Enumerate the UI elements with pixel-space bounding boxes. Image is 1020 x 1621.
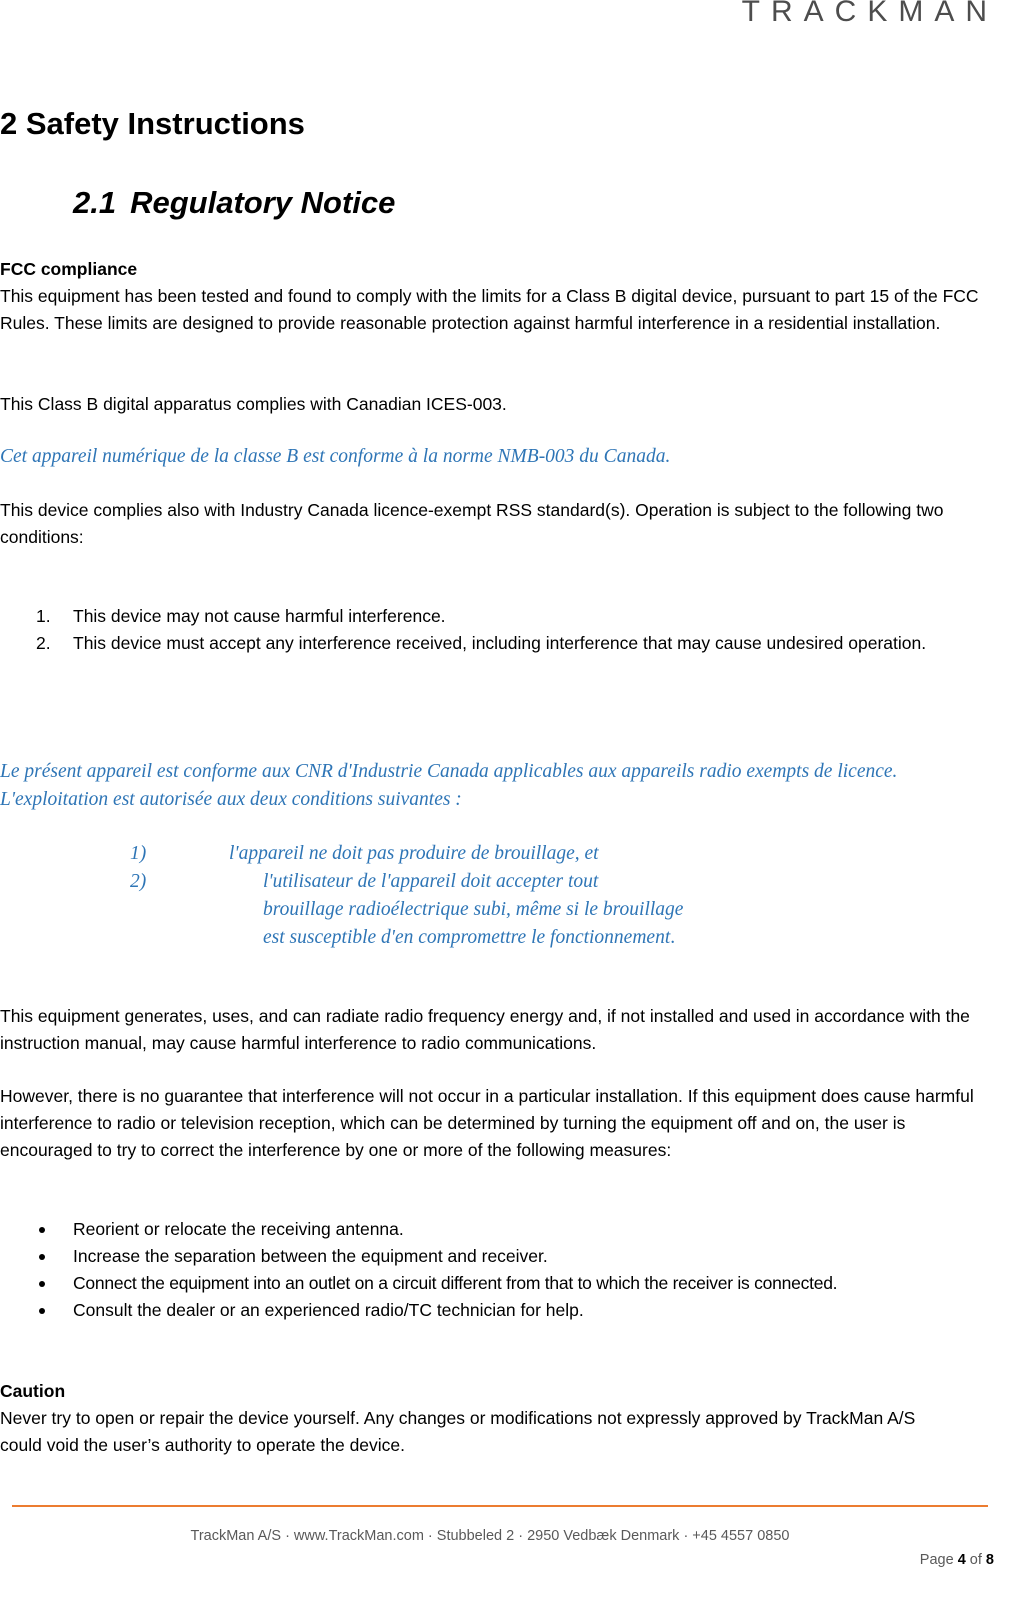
page-total: 8 xyxy=(985,1552,994,1568)
list-marker: 2) xyxy=(130,871,147,892)
list-item xyxy=(36,630,990,657)
list-item xyxy=(130,840,830,868)
list-item-text: Connect the equipment into an outlet on a circuit different from that to which the receiver is connected. xyxy=(73,1273,838,1293)
list-marker: 1) xyxy=(130,843,147,864)
section-title: 2 Safety Instructions xyxy=(0,106,305,141)
subsection-number: 2.1 xyxy=(73,185,117,220)
list-item xyxy=(130,868,830,952)
subsection-title-text: Regulatory Notice xyxy=(130,185,396,220)
fcc-heading: FCC compliance xyxy=(0,259,138,279)
list-item-text: This device may not cause harmful interference. xyxy=(73,606,446,626)
page-label: Page xyxy=(919,1552,954,1568)
trackman-logo: TRACKMAN xyxy=(741,0,998,28)
nmb-french-paragraph: Cet appareil numérique de la classe B est conforme à la norme NMB-003 du Canada. xyxy=(0,446,671,467)
rf-paragraph: This equipment generates, uses, and can radiate radio frequency energy and, if not installed and used in accordance with the instruction manual, may cause harmful interference to radio communications. xyxy=(0,1006,970,1053)
list-item-text: Reorient or relocate the receiving antenna. xyxy=(73,1219,404,1239)
footer-divider xyxy=(12,1505,988,1507)
guarantee-paragraph: However, there is no guarantee that interference will not occur in a particular installation. If this equipment does cause harmful interference to radio or television reception, which can be determined by turning the equipment off and on, the user is encouraged to try to correct the interference by one or more of the following measures: xyxy=(0,1086,974,1160)
list-marker: 2. xyxy=(36,633,51,653)
page-number xyxy=(920,1549,994,1571)
subsection-title xyxy=(73,183,395,223)
french-intro: Le présent appareil est conforme aux CNR d'Industrie Canada applicables aux appareils radio exempts de licence. L'exploitation est autorisée aux deux conditions suivantes : xyxy=(0,761,898,810)
bullet-icon xyxy=(39,1308,45,1314)
list-item xyxy=(36,1243,996,1270)
fcc-paragraph: This equipment has been tested and found to comply with the limits for a Class B digital device, pursuant to part 15 of the FCC Rules. These limits are designed to provide reasonable protection against harmful interference in a residential installation. xyxy=(0,286,979,333)
bullet-icon xyxy=(39,1227,45,1233)
ices-paragraph: This Class B digital apparatus complies with Canadian ICES-003. xyxy=(0,394,507,414)
rss-paragraph: This device complies also with Industry Canada licence-exempt RSS standard(s). Operation is subject to the following two conditions: xyxy=(0,500,944,547)
list-item-tail: . xyxy=(670,927,676,948)
list-item-text: This device must accept any interference received, including interference that may cause undesired operation. xyxy=(73,633,927,653)
measures-list xyxy=(36,1216,996,1324)
list-item-text: Consult the dealer or an experienced radio/TC technician for help. xyxy=(73,1300,584,1320)
french-conditions xyxy=(130,840,830,952)
list-item xyxy=(36,1297,996,1324)
footer-address: TrackMan A/S · www.TrackMan.com · Stubbeled 2 · 2950 Vedbæk Denmark · +45 4557 0850 xyxy=(190,1528,790,1544)
page-of: of xyxy=(969,1552,982,1568)
list-item-text: l'appareil ne doit pas produire de brouillage, et xyxy=(229,843,599,864)
conditions-list xyxy=(36,603,990,657)
page-current: 4 xyxy=(957,1552,966,1568)
bullet-icon xyxy=(39,1281,45,1287)
caution-text: Never try to open or repair the device yourself. Any changes or modifications not expressly approved by TrackMan A/S could void the user’s authority to operate the device. xyxy=(0,1408,916,1455)
list-item-text: Increase the separation between the equipment and receiver. xyxy=(73,1246,548,1266)
list-item xyxy=(36,603,990,630)
caution-heading: Caution xyxy=(0,1381,66,1401)
list-marker: 1. xyxy=(36,606,51,626)
list-item-line: l'utilisateur de l'appareil doit accepter tout xyxy=(263,871,599,892)
list-item xyxy=(36,1216,996,1243)
list-item xyxy=(36,1270,996,1297)
bullet-icon xyxy=(39,1254,45,1260)
list-item-line: est susceptible d'en compromettre le fonctionnement xyxy=(263,927,671,948)
list-item-line: brouillage radioélectrique subi, même si le brouillage xyxy=(263,899,684,920)
